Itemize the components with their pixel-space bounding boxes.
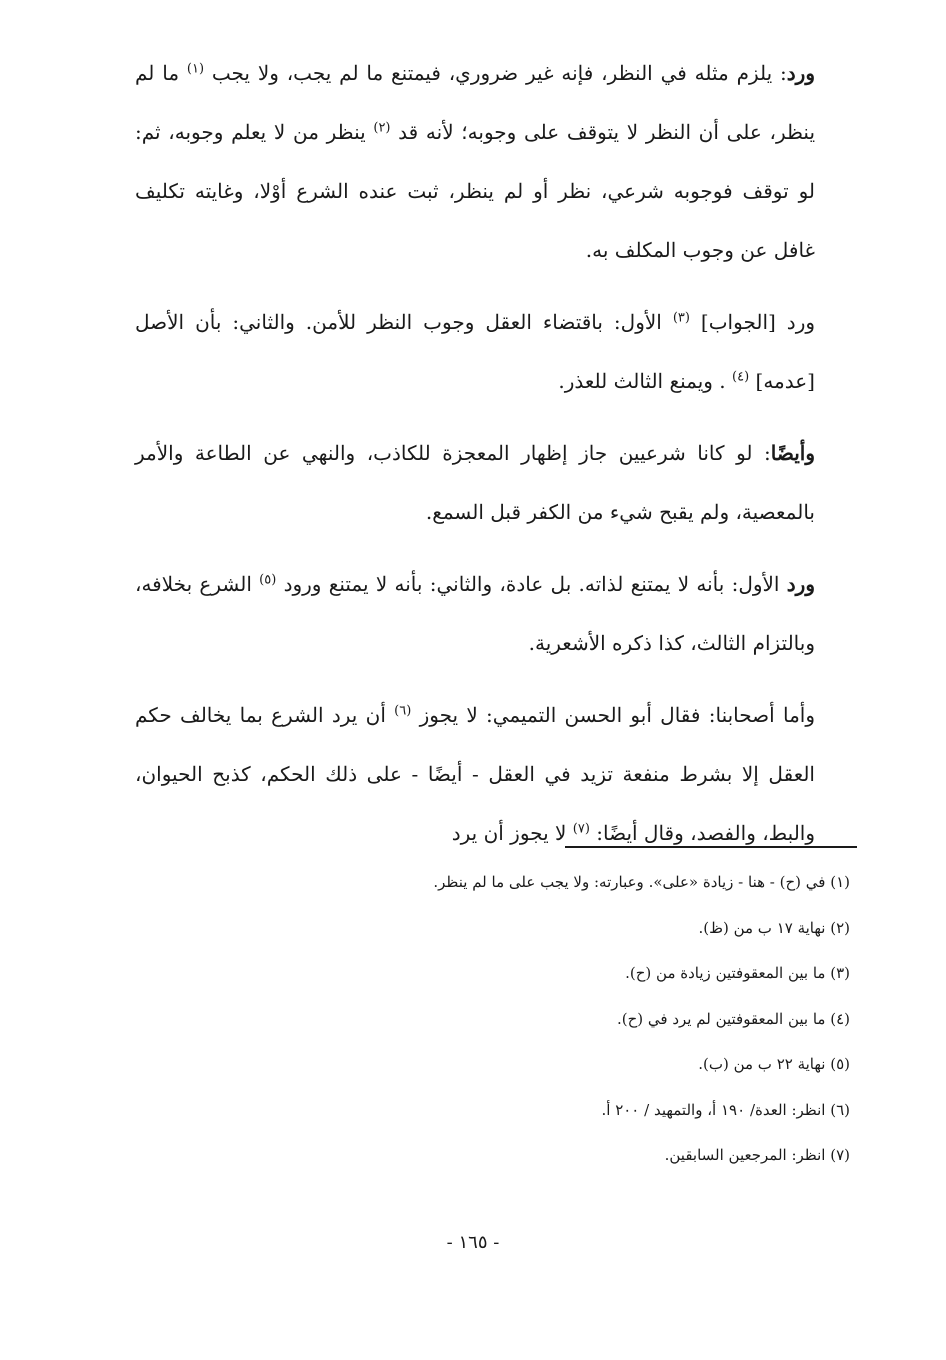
- text-run: أن يرد الشرع بما يخالف حكم العقل إلا بشرط منفعة تزيد في العقل - أيضًا - على ذلك الحكم، كذبح الحيوان، والبط، والفصد، وقال أيضًا:: [135, 703, 815, 845]
- footnote-ref: (٣): [672, 310, 690, 326]
- footnote-ref: (٤): [732, 369, 750, 385]
- text-run: : لو كانا شرعيين جاز إظهار المعجزة للكاذب، والنهي عن الطاعة والأمر بالمعصية، ولم يقبح شيء من الكفر قبل السمع.: [135, 441, 815, 524]
- paragraph: [135, 424, 815, 542]
- text-run: . ويمنع الثالث للعذر.: [558, 369, 733, 393]
- footnote-ref: (٥): [259, 572, 277, 588]
- text-run: وأما أصحابنا: فقال أبو الحسن التميمي: لا يجوز: [411, 703, 816, 727]
- text-run: ينظر من لا يعلم وجوبه، ثم: لو توقف فوجوبه شرعي، نظر أو لم ينظر، ثبت عنده الشرع أوْلا، وغايته تكليف غافل عن وجوب المكلف به.: [135, 120, 815, 262]
- paragraph: [135, 293, 815, 411]
- footnotes-list: [240, 860, 850, 1179]
- text-run: الشرع بخلافه، وبالتزام الثالث، كذا ذكره الأشعرية.: [135, 572, 815, 655]
- footnote-ref: (١): [186, 61, 205, 77]
- footnote: (٢) نهاية ١٧ ب من (ظ).: [698, 918, 850, 937]
- footnote: (٤) ما بين المعقوفتين لم يرد في (ح).: [616, 1009, 850, 1028]
- paragraph: [135, 686, 815, 863]
- page-number: - ١٦٥ -: [446, 1232, 500, 1253]
- footnote-ref: (٦): [394, 703, 412, 719]
- footnote: (٦) انظر: العدة/ ١٩٠ أ، والتمهيد / ٢٠٠ أ.: [601, 1100, 850, 1119]
- paragraph: [135, 44, 815, 280]
- footnote: (١) في (ح) - هنا - زيادة «على». وعبارته: ولا يجب على ما لم ينظر.: [433, 873, 850, 891]
- text-run: ما لم ينظر، على أن النظر لا يتوقف على وجوبه؛ لأنه قد: [135, 61, 816, 144]
- text-run: لا يجوز أن يرد: [451, 821, 573, 845]
- footnote-ref: (٢): [373, 120, 391, 136]
- paragraph: [135, 555, 815, 673]
- footnote-separator: [565, 846, 857, 848]
- lead-word: وأيضًا: [770, 441, 815, 465]
- text-run: الأول: باقتضاء العقل وجوب النظر للأمن. والثاني: بأن الأصل [عدمه]: [135, 310, 815, 393]
- footnote-ref: (٧): [572, 821, 590, 837]
- text-run: ورد [الجواب]: [689, 310, 816, 334]
- lead-word: ورد: [786, 61, 815, 85]
- footnote: (٥) نهاية ٢٢ ب من (ب).: [698, 1055, 850, 1073]
- text-run: الأول: بأنه لا يمتنع لذاته. بل عادة، والثاني: بأنه لا يمتنع ورود: [276, 572, 787, 596]
- main-text: [135, 44, 815, 876]
- footnote: (٣) ما بين المعقوفتين زيادة من (ح).: [625, 964, 850, 982]
- text-run: : يلزم مثله في النظر، فإنه غير ضروري، فيمتنع ما لم يجب، ولا يجب: [204, 61, 787, 85]
- footnote: (٧) انظر: المرجعين السابقين.: [664, 1146, 850, 1164]
- lead-word: ورد: [786, 572, 815, 596]
